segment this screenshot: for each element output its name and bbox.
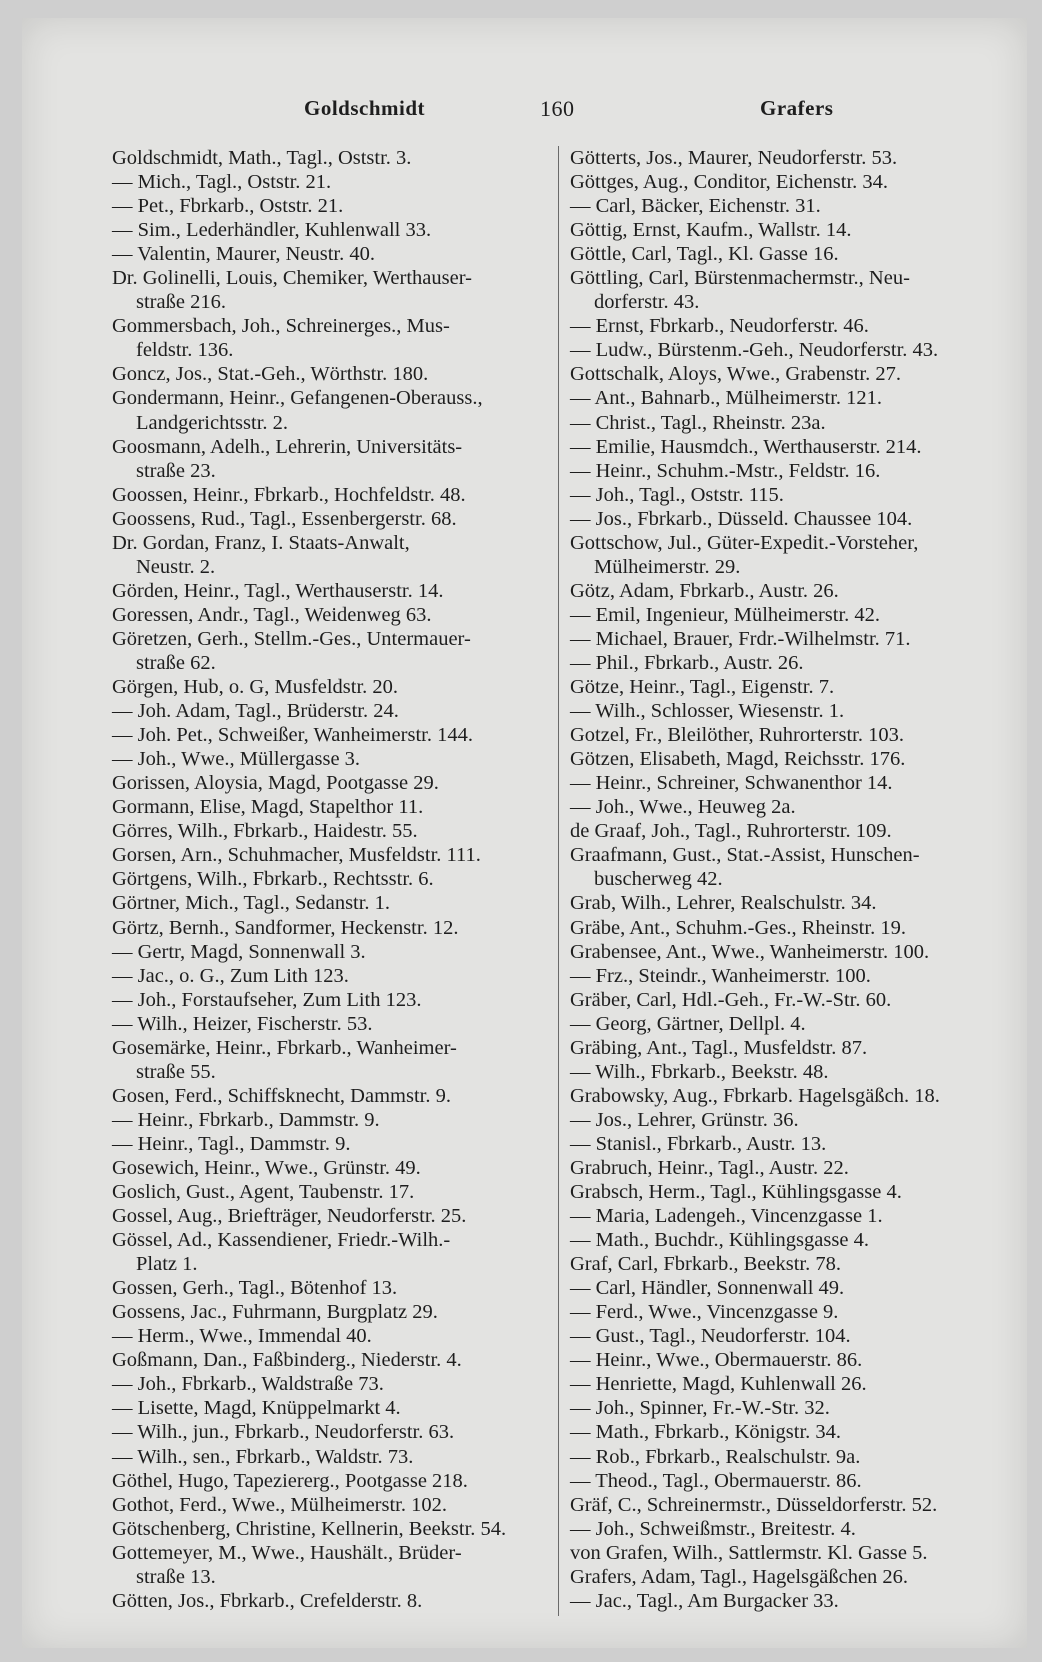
entry-line: Gräbing, Ant., Tagl., Musfeldstr. 87. [570,1036,868,1059]
entry-line: Gräber, Carl, Hdl.-Geh., Fr.-W.-Str. 60. [570,988,892,1011]
entry-line: Goosmann, Adelh., Lehrerin, Universitäts- [112,435,463,458]
directory-entry [112,1228,552,1276]
entry-line: — Michael, Brauer, Frdr.-Wilhelmstr. 71. [570,627,911,650]
entry-continuation-line: feldstr. 136. [136,339,234,362]
directory-entry [570,675,1010,699]
directory-entry [112,795,552,819]
entry-continuation-line: Platz 1. [136,1253,198,1276]
directory-entry [112,1204,552,1228]
directory-entry [570,218,1010,242]
directory-entry [570,146,1010,170]
directory-entry [570,338,1010,362]
entry-line: Gothot, Ferd., Wwe., Mülheimerstr. 102. [112,1493,447,1516]
entry-continuation-line: Landgerichtsstr. 2. [136,411,289,434]
entry-line: Göthel, Hugo, Tapeziererg., Pootgasse 218. [112,1469,468,1492]
entry-line: Gosemärke, Heinr., Fbrkarb., Wanheimer- [112,1036,457,1059]
entry-line: — Heinr., Tagl., Dammstr. 9. [112,1132,351,1155]
directory-entry [570,362,1010,386]
entry-continuation-line: dorferstr. 43. [594,291,700,314]
directory-entry [112,627,552,675]
directory-entry [570,1565,1010,1589]
left-column [112,146,552,1613]
directory-entry [112,699,552,723]
entry-line: — Sim., Lederhändler, Kuhlenwall 33. [112,219,432,242]
entry-line: Göttig, Ernst, Kaufm., Wallstr. 14. [570,219,852,242]
entry-line: Goressen, Andr., Tagl., Weidenweg 63. [112,603,432,626]
entry-line: — Maria, Ladengeh., Vincenzgasse 1. [570,1205,883,1228]
directory-entry [570,1348,1010,1372]
entry-line: Grabensee, Ant., Wwe., Wanheimerstr. 100. [570,940,930,963]
directory-entry [112,507,552,531]
entry-line: Gottemeyer, M., Wwe., Haushält., Brüder- [112,1541,462,1564]
directory-entry [570,603,1010,627]
entry-line: — Joh., Wwe., Müllergasse 3. [112,748,361,771]
directory-entry [570,1108,1010,1132]
entry-continuation-line: Mülheimerstr. 29. [594,555,741,578]
entry-continuation-line: Neustr. 2. [136,555,216,578]
right-column [570,146,1010,1613]
directory-entry [570,1252,1010,1276]
directory-entry [112,1276,552,1300]
entry-line: — Jos., Lehrer, Grünstr. 36. [570,1108,799,1131]
entry-line: — Heinr., Fbrkarb., Dammstr. 9. [112,1108,380,1131]
directory-entry [112,1156,552,1180]
directory-entry [570,891,1010,915]
directory-entry [570,627,1010,651]
directory-entry [112,1493,552,1517]
directory-entry [570,266,1010,314]
directory-entry [570,699,1010,723]
entry-line: — Heinr., Schreiner, Schwanenthor 14. [570,772,893,795]
directory-entry [112,314,552,362]
directory-entry [112,1036,552,1084]
directory-entry [570,435,1010,459]
entry-continuation-line: straße 216. [136,291,226,314]
directory-entry [570,1372,1010,1396]
directory-entry [112,1445,552,1469]
entry-line: Götten, Jos., Fbrkarb., Crefelderstr. 8. [112,1589,423,1612]
directory-entry [570,1012,1010,1036]
entry-line: Gondermann, Heinr., Gefangenen-Oberauss., [112,387,483,410]
directory-entry [570,1420,1010,1444]
entry-line: — Heinr., Wwe., Obermauerstr. 86. [570,1349,863,1372]
directory-entry [570,940,1010,964]
entry-line: Götschenberg, Christine, Kellnerin, Beekstr. 54. [112,1517,507,1540]
entry-line: Görtgens, Wilh., Fbrkarb., Rechtsstr. 6. [112,868,434,891]
entry-line: — Henriette, Magd, Kuhlenwall 26. [570,1373,867,1396]
entry-line: — Christ., Tagl., Rheinstr. 23a. [570,411,826,434]
directory-entry [570,1276,1010,1300]
directory-entry [112,1132,552,1156]
entry-line: Görtner, Mich., Tagl., Sedanstr. 1. [112,892,391,915]
column-divider [558,146,559,1616]
directory-entry [112,1469,552,1493]
directory-entry [570,1180,1010,1204]
directory-entry [570,771,1010,795]
directory-entry [112,940,552,964]
directory-entry [112,891,552,915]
entry-line: Göretzen, Gerh., Stellm.-Ges., Untermauer- [112,627,471,650]
entry-line: Goslich, Gust., Agent, Taubenstr. 17. [112,1181,415,1204]
entry-line: Göttling, Carl, Bürstenmachermstr., Neu- [570,267,910,290]
entry-line: — Joh., Tagl., Oststr. 115. [570,483,784,506]
directory-entry [570,988,1010,1012]
entry-line: — Emilie, Hausmdch., Werthauserstr. 214. [570,435,922,458]
directory-entry [112,1541,552,1589]
entry-line: Gorissen, Aloysia, Magd, Pootgasse 29. [112,772,439,795]
entry-line: — Ernst, Fbrkarb., Neudorferstr. 46. [570,315,869,338]
directory-entry [112,579,552,603]
directory-entry [570,1132,1010,1156]
entry-line: Goldschmidt, Math., Tagl., Oststr. 3. [112,147,412,169]
directory-entry [112,1084,552,1108]
directory-entry [112,1108,552,1132]
entry-continuation-line: straße 13. [136,1565,216,1588]
entry-line: — Lisette, Magd, Knüppelmarkt 4. [112,1397,401,1420]
directory-entry [112,194,552,218]
directory-entry [570,1493,1010,1517]
entry-line: — Wilh., Heizer, Fischerstr. 53. [112,1012,373,1035]
entry-line: Goossens, Rud., Tagl., Essenbergerstr. 68. [112,507,457,530]
entry-line: — Joh., Forstaufseher, Zum Lith 123. [112,988,422,1011]
running-head-first-entry: Goldschmidt [304,96,426,120]
entry-line: Göttle, Carl, Tagl., Kl. Gasse 16. [570,243,839,266]
entry-line: Gräbe, Ant., Schuhm.-Ges., Rheinstr. 19. [570,916,906,939]
entry-line: Gommersbach, Joh., Schreinerges., Mus- [112,315,450,338]
directory-entry [570,1324,1010,1348]
entry-line: — Wilh., jun., Fbrkarb., Neudorferstr. 63. [112,1421,455,1444]
entry-line: Görtz, Bernh., Sandformer, Heckenstr. 12. [112,916,459,939]
entry-line: — Joh., Wwe., Heuweg 2a. [570,796,796,819]
directory-entry [112,1420,552,1444]
directory-entry [112,242,552,266]
directory-entry [570,819,1010,843]
directory-entry [112,964,552,988]
directory-entry [570,1036,1010,1060]
entry-line: — Wilh., Schlosser, Wiesenstr. 1. [570,700,845,723]
directory-entry [570,1156,1010,1180]
entry-line: Gormann, Elise, Magd, Stapelthor 11. [112,796,424,819]
directory-entry [112,1300,552,1324]
directory-entry [112,1517,552,1541]
entry-line: — Pet., Fbrkarb., Oststr. 21. [112,195,344,218]
directory-entry [570,411,1010,435]
entry-line: — Joh. Adam, Tagl., Brüderstr. 24. [112,700,399,723]
directory-entry [570,1469,1010,1493]
directory-entry [112,1180,552,1204]
directory-entry [570,747,1010,771]
directory-entry [570,795,1010,819]
entry-line: Görden, Heinr., Tagl., Werthauserstr. 14. [112,579,444,602]
entry-line: Gosen, Ferd., Schiffsknecht, Dammstr. 9. [112,1084,451,1107]
entry-continuation-line: buscherweg 42. [594,868,723,891]
directory-entry [570,483,1010,507]
entry-line: — Georg, Gärtner, Dellpl. 4. [570,1012,806,1035]
entry-continuation-line: straße 62. [136,651,216,674]
entry-line: Götze, Heinr., Tagl., Eigenstr. 7. [570,676,835,699]
page-number: 160 [540,96,575,121]
entry-line: Graafmann, Gust., Stat.-Assist, Hunschen- [570,844,920,867]
entry-line: Gossel, Aug., Briefträger, Neudorferstr. 25. [112,1205,467,1228]
entry-line: Goncz, Jos., Stat.-Geh., Wörthstr. 180. [112,363,429,386]
entry-line: Goossen, Heinr., Fbrkarb., Hochfeldstr. 48. [112,483,466,506]
entry-line: — Wilh., Fbrkarb., Beekstr. 48. [570,1060,829,1083]
directory-entry [570,386,1010,410]
entry-line: Götz, Adam, Fbrkarb., Austr. 26. [570,579,839,602]
entry-line: — Carl, Bäcker, Eichenstr. 31. [570,195,821,218]
directory-entry [570,507,1010,531]
directory-entry [112,435,552,483]
entry-line: — Emil, Ingenieur, Mülheimerstr. 42. [570,603,881,626]
entry-line: Dr. Gordan, Franz, I. Staats-Anwalt, [112,531,410,554]
entry-continuation-line: straße 23. [136,459,216,482]
entry-continuation-line: straße 55. [136,1060,216,1083]
entry-line: Gottschalk, Aloys, Wwe., Grabenstr. 27. [570,363,901,386]
entry-line: — Jac., o. G., Zum Lith 123. [112,964,349,987]
directory-entry [112,146,552,170]
directory-entry [112,386,552,434]
entry-line: — Stanisl., Fbrkarb., Austr. 13. [570,1132,827,1155]
entry-line: — Phil., Fbrkarb., Austr. 26. [570,651,804,674]
entry-line: von Grafen, Wilh., Sattlermstr. Kl. Gasse 5. [570,1541,928,1564]
directory-entry [112,747,552,771]
entry-line: — Gertr, Magd, Sonnenwall 3. [112,940,366,963]
directory-entry [112,531,552,579]
directory-entry [570,843,1010,891]
entry-line: Gorsen, Arn., Schuhmacher, Musfeldstr. 111. [112,844,481,867]
directory-entry [570,1396,1010,1420]
entry-line: — Ant., Bahnarb., Mülheimerstr. 121. [570,387,883,410]
entry-line: — Gust., Tagl., Neudorferstr. 104. [570,1325,851,1348]
entry-line: Grabruch, Heinr., Tagl., Austr. 22. [570,1156,849,1179]
entry-line: — Carl, Händler, Sonnenwall 49. [570,1277,845,1300]
directory-entry [570,651,1010,675]
directory-entry [570,1084,1010,1108]
entry-line: — Theod., Tagl., Obermauerstr. 86. [570,1469,862,1492]
entry-line: — Ludw., Bürstenm.-Geh., Neudorferstr. 43. [570,339,939,362]
directory-entry [112,266,552,314]
entry-line: — Wilh., sen., Fbrkarb., Waldstr. 73. [112,1445,414,1468]
entry-line: Goßmann, Dan., Faßbinderg., Niederstr. 4. [112,1349,462,1372]
directory-entry [570,723,1010,747]
directory-entry [570,194,1010,218]
entry-line: — Joh., Fbrkarb., Waldstraße 73. [112,1373,384,1396]
entry-line: — Joh. Pet., Schweißer, Wanheimerstr. 144. [112,724,473,747]
directory-entry [112,603,552,627]
entry-line: — Joh., Spinner, Fr.-W.-Str. 32. [570,1397,830,1420]
entry-line: Gräf, C., Schreinermstr., Düsseldorferstr. 52. [570,1493,938,1516]
entry-line: de Graaf, Joh., Tagl., Ruhrorterstr. 109. [570,820,892,843]
directory-entry [570,964,1010,988]
directory-entry [112,1348,552,1372]
entry-line: Gossens, Jac., Fuhrmann, Burgplatz 29. [112,1301,438,1324]
directory-entry [570,314,1010,338]
directory-entry [112,483,552,507]
entry-line: Gossen, Gerh., Tagl., Bötenhof 13. [112,1277,398,1300]
entry-line: Graf, Carl, Fbrkarb., Beekstr. 78. [570,1253,841,1276]
directory-entry [570,916,1010,940]
entry-line: Grafers, Adam, Tagl., Hagelsgäßchen 26. [570,1565,909,1588]
directory-entry [112,916,552,940]
directory-entry [570,1517,1010,1541]
entry-line: Gössel, Ad., Kassendiener, Friedr.-Wilh.- [112,1229,451,1252]
directory-entry [570,170,1010,194]
directory-entry [112,1324,552,1348]
directory-entry [570,1060,1010,1084]
directory-entry [112,819,552,843]
entry-line: — Joh., Schweißmstr., Breitestr. 4. [570,1517,856,1540]
directory-entry [570,242,1010,266]
entry-line: — Jac., Tagl., Am Burgacker 33. [570,1589,839,1612]
directory-entry [112,675,552,699]
entry-line: Gosewich, Heinr., Wwe., Grünstr. 49. [112,1156,421,1179]
running-head-last-entry: Grafers [760,96,834,120]
entry-line: — Ferd., Wwe., Vincenzgasse 9. [570,1301,839,1324]
entry-line: — Mich., Tagl., Oststr. 21. [112,171,332,194]
directory-entry [112,170,552,194]
entry-line: Dr. Golinelli, Louis, Chemiker, Werthauser- [112,267,472,290]
entry-line: Grabsch, Herm., Tagl., Kühlingsgasse 4. [570,1181,902,1204]
entry-line: Götterts, Jos., Maurer, Neudorferstr. 53. [570,147,898,169]
directory-entry [112,1012,552,1036]
entry-line: Gotzel, Fr., Bleilöther, Ruhrorterstr. 103. [570,724,904,747]
entry-line: — Herm., Wwe., Immendal 40. [112,1325,372,1348]
directory-entry [112,723,552,747]
entry-line: — Valentin, Maurer, Neustr. 40. [112,243,375,266]
entry-line: Grabowsky, Aug., Fbrkarb. Hagelsgäßch. 18. [570,1084,940,1107]
entry-line: — Rob., Fbrkarb., Realschulstr. 9a. [570,1445,861,1468]
directory-entry [570,1445,1010,1469]
directory-entry [112,1589,552,1613]
directory-entry [570,1228,1010,1252]
entry-line: Grab, Wilh., Lehrer, Realschulstr. 34. [570,892,877,915]
directory-entry [112,1396,552,1420]
entry-line: — Jos., Fbrkarb., Düsseld. Chaussee 104. [570,507,913,530]
entry-line: Görgen, Hub, o. G, Musfeldstr. 20. [112,676,399,699]
entry-line: — Math., Fbrkarb., Königstr. 34. [570,1421,842,1444]
directory-entry [570,1541,1010,1565]
directory-entry [112,867,552,891]
entry-line: Göttges, Aug., Conditor, Eichenstr. 34. [570,171,889,194]
directory-entry [570,459,1010,483]
entry-line: Götzen, Elisabeth, Magd, Reichsstr. 176. [570,748,906,771]
scanned-page [22,18,1027,1648]
entry-line: Gottschow, Jul., Güter-Expedit.-Vorsteher, [570,531,919,554]
directory-entry [112,843,552,867]
directory-entry [112,362,552,386]
directory-entry [570,531,1010,579]
directory-entry [570,579,1010,603]
entry-line: Görres, Wilh., Fbrkarb., Haidestr. 55. [112,820,418,843]
directory-entry [112,1372,552,1396]
directory-entry [112,218,552,242]
directory-entry [570,1300,1010,1324]
entry-line: — Math., Buchdr., Kühlingsgasse 4. [570,1229,869,1252]
directory-entry [570,1589,1010,1613]
entry-line: — Frz., Steindr., Wanheimerstr. 100. [570,964,871,987]
directory-entry [570,1204,1010,1228]
directory-entry [112,988,552,1012]
directory-entry [112,771,552,795]
entry-line: — Heinr., Schuhm.-Mstr., Feldstr. 16. [570,459,881,482]
